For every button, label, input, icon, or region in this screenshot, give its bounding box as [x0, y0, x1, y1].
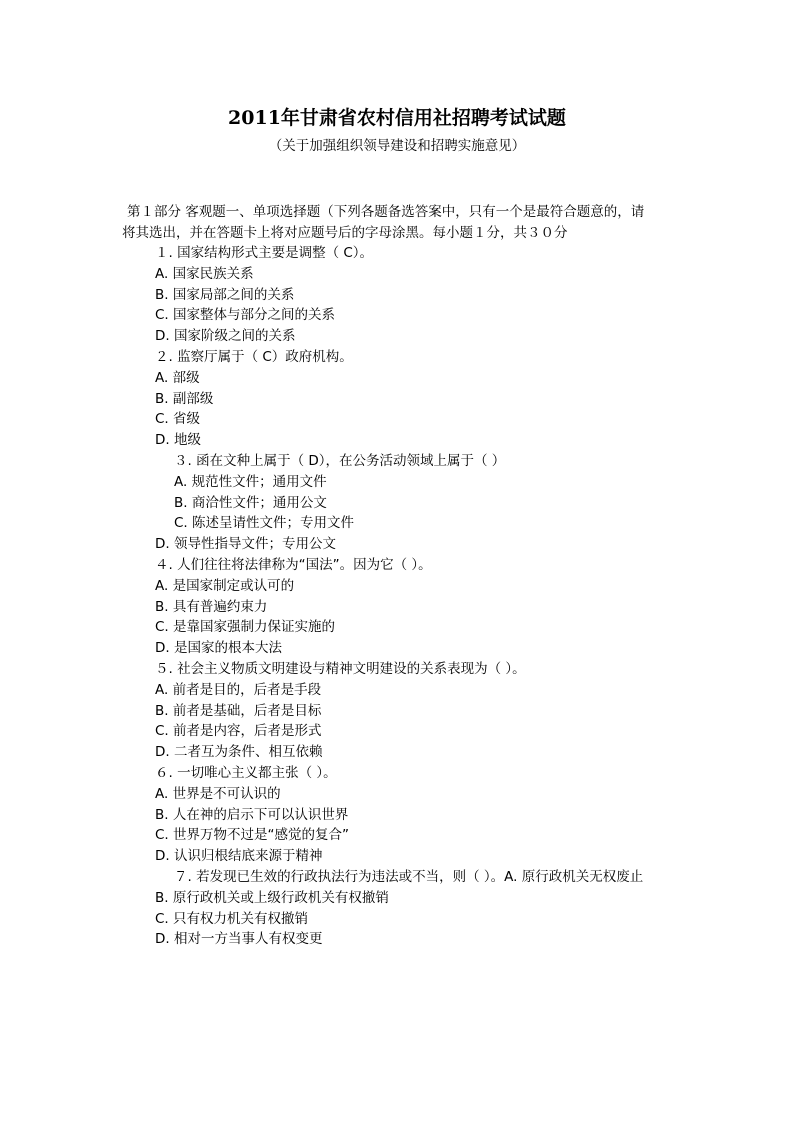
option-line: A. 世界是不可认识的: [155, 785, 281, 802]
option-line: D. 是国家的根本大法: [155, 640, 282, 657]
question-line: ６. 一切唯心主义都主张（ ）。: [155, 764, 337, 781]
option-line: C. 省级: [155, 411, 201, 428]
option-line: B. 副部级: [155, 390, 214, 407]
option-line: B. 原行政机关或上级行政机关有权撤销: [155, 889, 389, 906]
option-line: D. 相对一方当事人有权变更: [155, 931, 323, 948]
question-list: [0, 243, 794, 950]
option-line: D. 领导性指导文件；专用公文: [155, 536, 336, 553]
question-line: ２. 监察厅属于（ C）政府机构。: [155, 348, 353, 365]
option-line: C. 国家整体与部分之间的关系: [155, 307, 336, 324]
option-line: A. 前者是目的，后者是手段: [155, 681, 322, 698]
option-line: D. 地级: [155, 432, 201, 449]
option-line: D. 认识归根结底来源于精神: [155, 848, 323, 865]
question-line: ７. 若发现已生效的行政执法行为违法或不当，则（ ）。A. 原行政机关无权废止: [174, 868, 644, 885]
question-line: ３. 函在文种上属于（ D），在公务活动领域上属于（ ）: [174, 452, 506, 469]
intro-line: 将其选出，并在答题卡上将对应题号后的字母涂黑。每小题１分，共３０分: [122, 224, 568, 241]
option-line: B. 前者是基础，后者是目标: [155, 702, 322, 719]
question-line: ５. 社会主义物质文明建设与精神文明建设的关系表现为（ ）。: [155, 660, 526, 677]
document-subtitle: （关于加强组织领导建设和招聘实施意见）: [268, 138, 526, 154]
option-line: B. 人在神的启示下可以认识世界: [155, 806, 349, 823]
option-line: C. 前者是内容，后者是形式: [155, 723, 322, 740]
option-line: B. 商洽性文件；通用公文: [174, 494, 327, 511]
option-line: D. 国家阶级之间的关系: [155, 328, 296, 345]
option-line: C. 世界万物不过是“感觉的复合”: [155, 827, 349, 844]
option-line: B. 具有普遍约束力: [155, 598, 268, 615]
question-line: １. 国家结构形式主要是调整（ C）。: [155, 245, 374, 261]
question-line: ４. 人们往往将法律称为“国法”。因为它（ ）。: [155, 556, 432, 573]
option-line: A. 部级: [155, 369, 200, 386]
option-line: C. 是靠国家强制力保证实施的: [155, 619, 336, 636]
option-line: B. 国家局部之间的关系: [155, 286, 295, 303]
document-title: 2011年甘肃省农村信用社招聘考试试题: [228, 107, 566, 129]
section-intro: [122, 202, 674, 243]
option-line: A. 规范性文件；通用文件: [174, 473, 327, 490]
option-line: C. 陈述呈请性文件；专用文件: [174, 515, 355, 532]
intro-line: 第１部分 客观题一、单项选择题（下列各题备选答案中，只有一个是最符合题意的，请: [127, 204, 645, 220]
option-line: C. 只有权力机关有权撤销: [155, 910, 309, 927]
option-line: A. 是国家制定或认可的: [155, 577, 295, 594]
option-line: A. 国家民族关系: [155, 265, 254, 282]
option-line: D. 二者互为条件、相互依赖: [155, 744, 323, 761]
